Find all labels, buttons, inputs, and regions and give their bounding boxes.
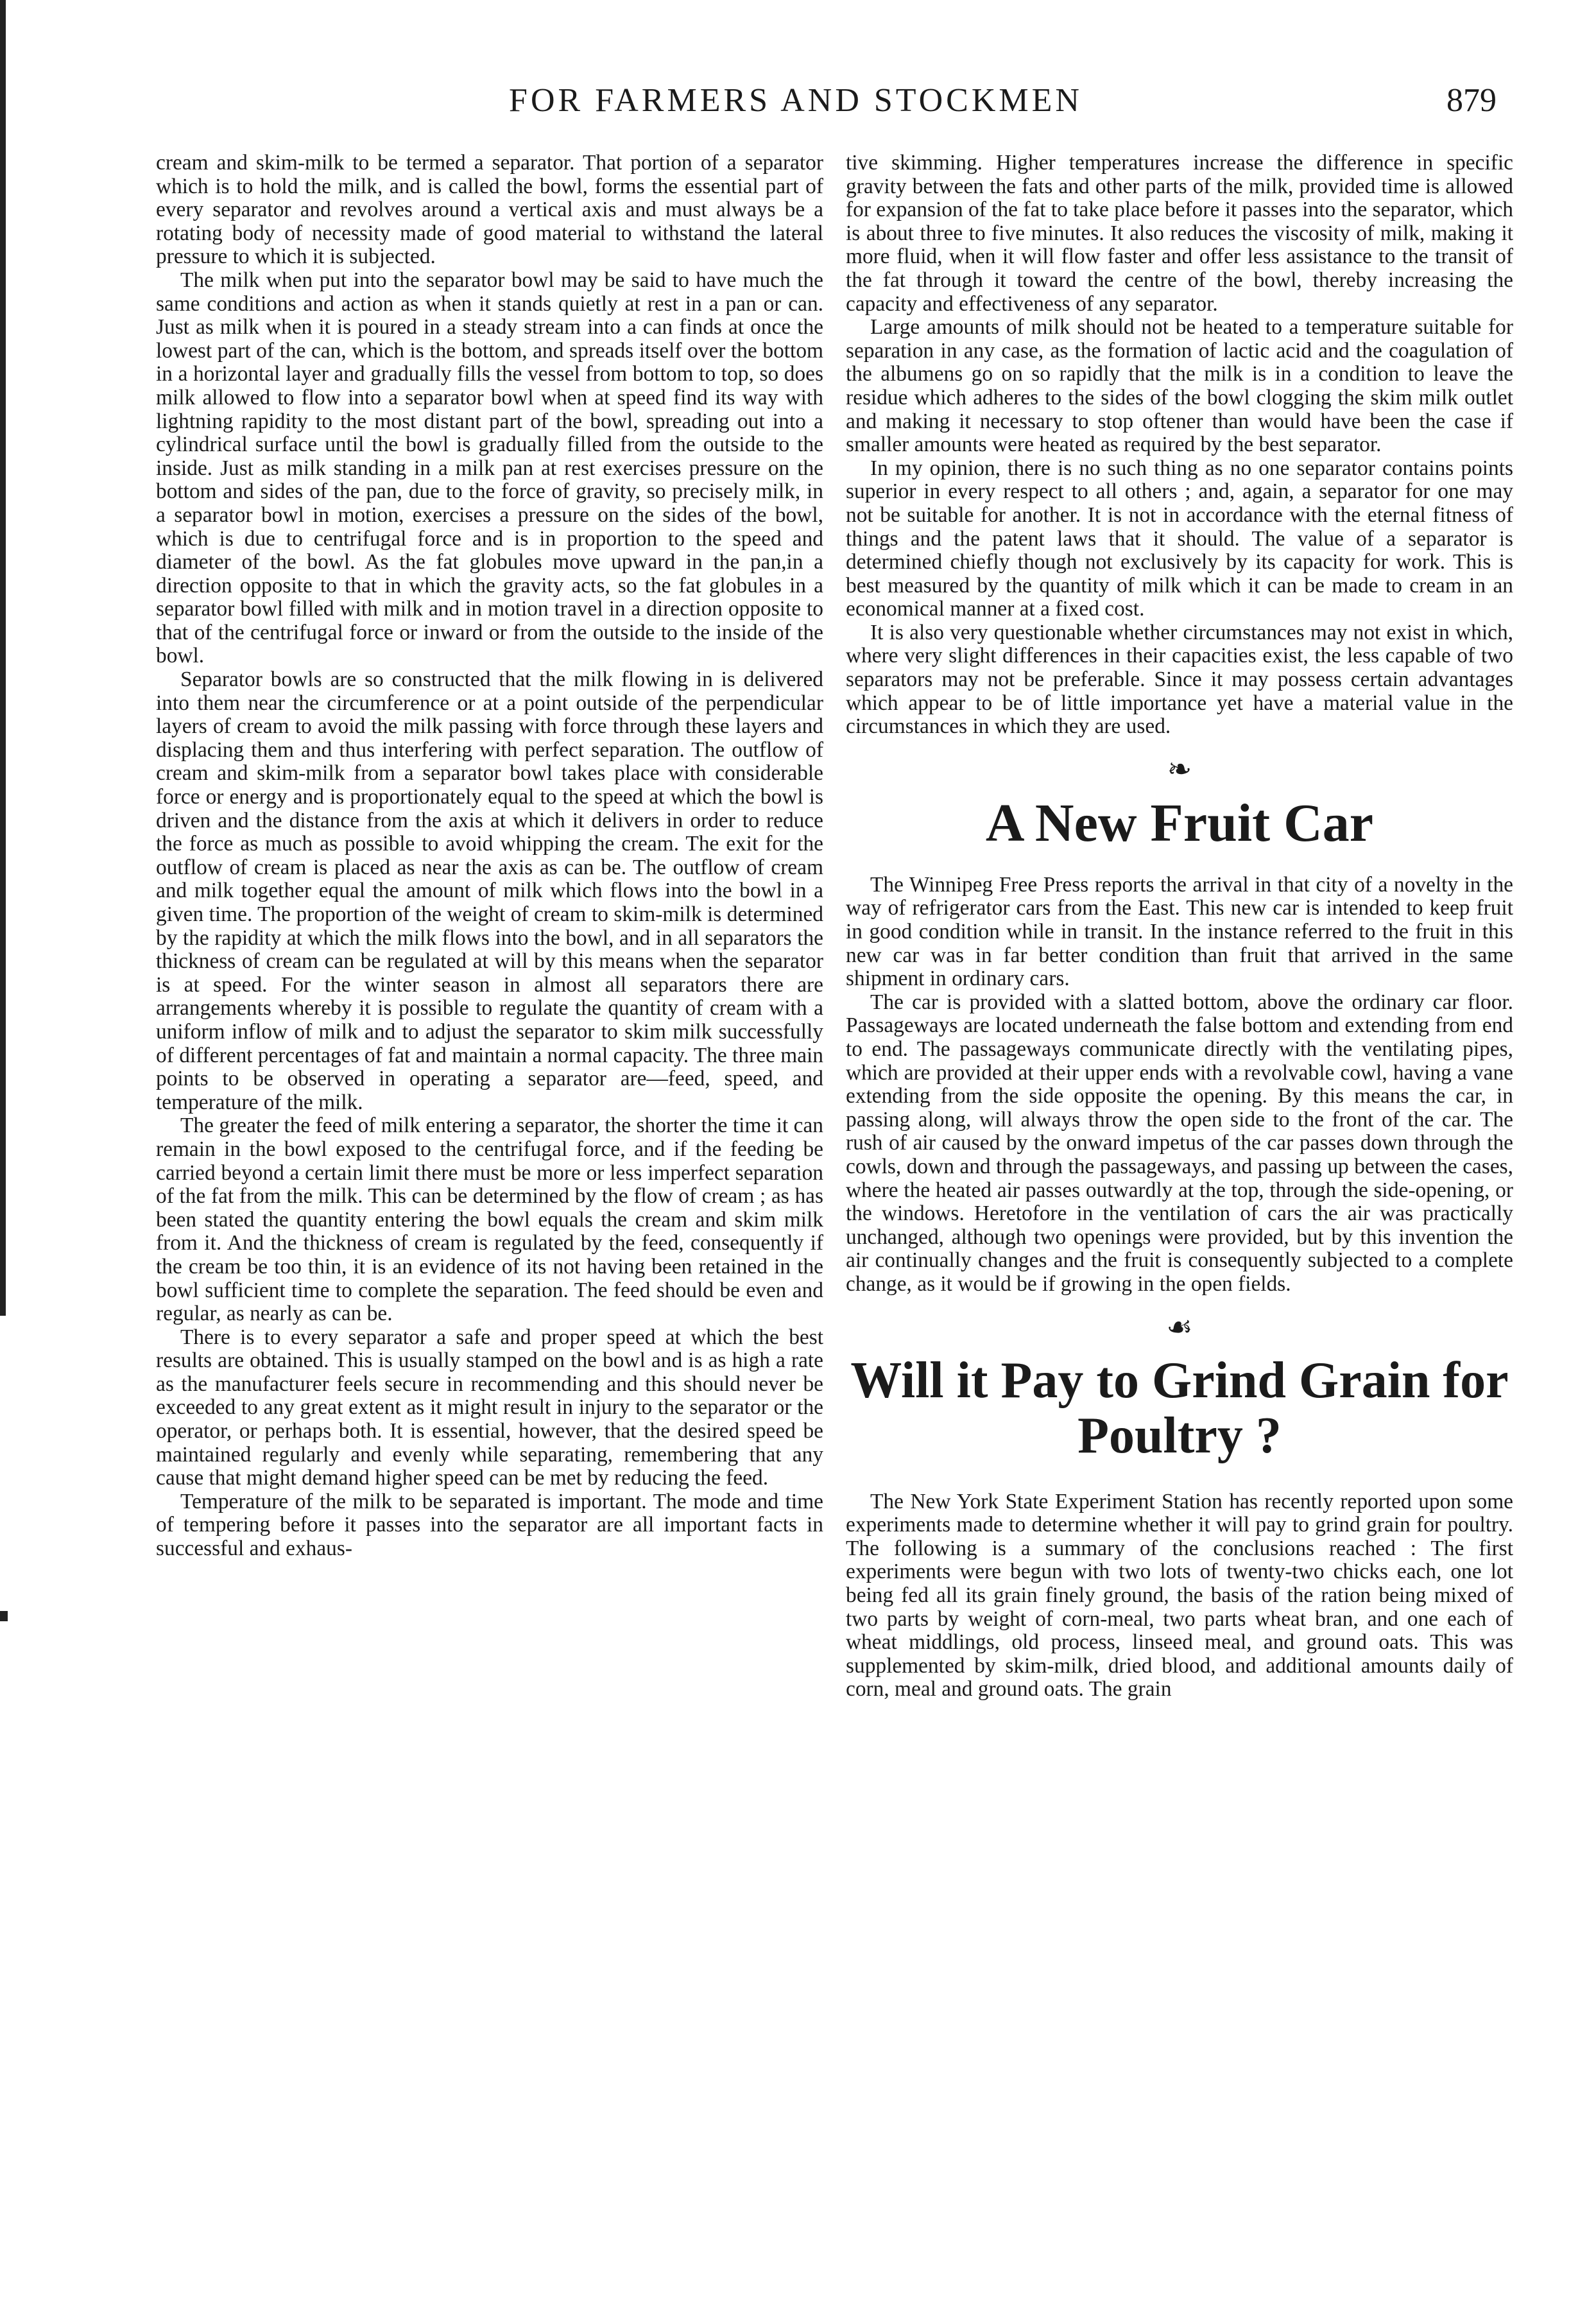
right-column — [846, 151, 1513, 1701]
page-edge-rule — [0, 0, 6, 1316]
body-paragraph: In my opinion, there is no such thing as no one separator contains points superior in every respect to all others ; and, again, a separator for one may not be suitable for another. It is not in accordance with the eternal fitness of things and the patent laws that it should. The value of a separator is determined chiefly though not exclusively by its capacity for work. This is best measured by the quantity of milk which it can be made to cream in an economical manner at a fixed cost. — [846, 456, 1513, 621]
body-paragraph: The Winnipeg Free Press reports the arrival in that city of a novelty in the way of refrigerator cars from the East. This new car is intended to keep fruit in good condition while in transit. In the instance referred to the fruit in this new car was in far better condition than fruit that arrived in the same shipment in ordinary cars. — [846, 872, 1513, 991]
body-paragraph: Large amounts of milk should not be heated to a temperature suitable for separation in any case, as the formation of lactic acid and the coagulation of the albumens go on so rapidly that the milk is in a condition to leave the residue which adheres to the sides of the bowl clogging the skim milk outlet and making it necessary to stop oftener than would have been the case if smaller amounts were heated as required by the best separator. — [846, 315, 1513, 457]
body-paragraph: It is also very questionable whether circumstances may not exist in which, where very slight differences in their capacities exist, the less capable of two separators may not be preferable. Since it may possess certain advantages which appear to be of little importance yet have a material value in the circumstances in which they are used. — [846, 620, 1513, 739]
running-head — [0, 78, 1596, 130]
article-headline-grind-grain: Will it Pay to Grind Grain for Poultry ? — [850, 1352, 1509, 1464]
body-paragraph: The car is provided with a slatted bottom, above the ordinary car floor. Passageways are located underneath the false bottom and extending from end to end. The passageways communicate directly with the ventilating pipes, which are provided at their upper ends with a revolvable cowl, having a vane extending from the side opposite the opening. By this means the car, in passing along, will always throw the open side to the front of the car. The rush of air caused by the onward impetus of the car passes down through the cowls, down and through the passageways, and passing up between the cases, where the heated air passes outwardly at the top, through the side-opening, or the windows. Heretofore in the ventilation of cars the air was practically unchanged, although two openings were provided, but by this invention the air continually changes and the fruit is consequently subjected to a complete change, as it would be if growing in the open fields. — [846, 990, 1513, 1296]
body-paragraph: Temperature of the milk to be separated is important. The mode and time of tempering before it passes into the separator are all important facts in successful and exhaus- — [156, 1489, 823, 1561]
body-paragraph: There is to every separator a safe and proper speed at which the best results are obtained. This is usually stamped on the bowl and is as high a rate as the manufacturer feels secure in recommending and this should never be exceeded to any great extent as it might result in injury to the separator or the operator, or perhaps both. It is essential, however, that the desired speed be maintained regularly and evenly while separating, remembering that any cause that might demand higher speed can be met by reducing the feed. — [156, 1325, 823, 1490]
body-paragraph: tive skimming. Higher temperatures increase the difference in specific gravity between the fats and other parts of the milk, provided time is allowed for expansion of the fat to take place before it passes into the separator, which is about three to five minutes. It also reduces the viscosity of milk, making it more fluid, when it will flow faster and offer less assistance to the transit of the fat through it toward the centre of the bowl, thereby increasing the capacity and effectiveness of any separator. — [846, 151, 1513, 316]
running-title: FOR FARMERS AND STOCKMEN — [509, 82, 1083, 119]
article-headline-fruit-car: A New Fruit Car — [985, 793, 1374, 853]
body-paragraph: Separator bowls are so constructed that the milk flowing in is delivered into them near the circumference or at a point outside of the perpendicular layers of cream to avoid the milk passing with force through these layers and displacing them and thus interfering with perfect separation. The outflow of cream and skim-milk from a separator bowl takes place with considerable force or energy and is proportionately equal to the speed at which the bowl is driven and the distance from the axis at which it delivers in order to reduce the force as much as possible to avoid whipping the cream. The exit for the outflow of cream is placed as near the axis as can be. The outflow of cream and milk together equal the amount of milk which flows into the bowl in a given time. The proportion of the weight of cream to skim-milk is determined by the rapidity at which the milk flows into the bowl, and in all separators the thickness of cream can be regulated at will by this means when the separator is at speed. For the winter season in almost all separators there are arrangements whereby it is possible to regulate the quantity of cream with a uniform inflow of milk and to adjust the separator to skim milk successfully of different percentages of fat and maintain a normal capacity. The three main points to be observed in operating a separator are—feed, speed, and temperature of the milk. — [156, 668, 823, 1114]
margin-mark — [0, 1611, 8, 1621]
ornament-divider-icon: ❧ — [1167, 752, 1192, 786]
body-paragraph: The New York State Experiment Station has recently reported upon some experiments made to determine whether it will pay to grind grain for poultry. The following is a summary of the conclusions reached : The first experiments were begun with two lots of twenty-two chicks each, one lot being fed all its grain finely ground, the basis of the ration being mixed of two parts by weight of corn-meal, two parts wheat bran, and one each of wheat middlings, old process, linseed meal, and ground oats. This was supplemented by skim-milk, dried blood, and additional amounts daily of corn, meal and ground oats. The grain — [846, 1489, 1513, 1701]
ornament-divider-icon: ☙ — [1166, 1310, 1193, 1343]
page-number: 879 — [1446, 82, 1497, 119]
body-paragraph: The milk when put into the separator bowl may be said to have much the same conditions and action as when it stands quietly at rest in a pan or can. Just as milk when it is poured in a steady stream into a can finds at once the lowest part of the can, which is the bottom, and spreads itself over the bottom in a horizontal layer and gradually fills the vessel from bottom to top, so does milk allowed to flow into a separator bowl when at speed find its way with lightning rapidity to the most distant part of the bowl, spreading out into a cylindrical surface until the bowl is gradually filled from the outside to the inside. Just as milk standing in a milk pan at rest exercises pressure on the bottom and sides of the pan, due to the force of gravity, so precisely milk, in a separator bowl in motion, exercises a pressure on the sides of the bowl, which is due to centrifugal force and is in proportion to the speed and diameter of the bowl. As the fat globules move upward in the pan,in a direction opposite to that in which the gravity acts, so the fat globules in a separator bowl filled with milk and in motion travel in a direction opposite to that of the centrifugal force or inward or from the outside to the inside of the bowl. — [156, 268, 823, 668]
left-column — [156, 151, 823, 1561]
body-paragraph: The greater the feed of milk entering a separator, the shorter the time it can remain in the bowl exposed to the centrifugal force, and if the feeding be carried beyond a certain limit there must be more or less imperfect separation of the fat from the milk. This can be determined by the flow of cream ; as has been stated the quantity entering the bowl equals the cream and skim milk from it. And the thickness of cream is regulated by the feed, consequently if the cream be too thin, it is an evidence of its not having been retained in the bowl sufficient time to complete the separation. The feed should be even and regular, as nearly as can be. — [156, 1114, 823, 1326]
body-paragraph: cream and skim-milk to be termed a separator. That portion of a separator which is to hold the milk, and is called the bowl, forms the essential part of every separator and revolves around a vertical axis and must always be a rotating body of necessity made of good material to withstand the lateral pressure to which it is subjected. — [156, 151, 823, 269]
